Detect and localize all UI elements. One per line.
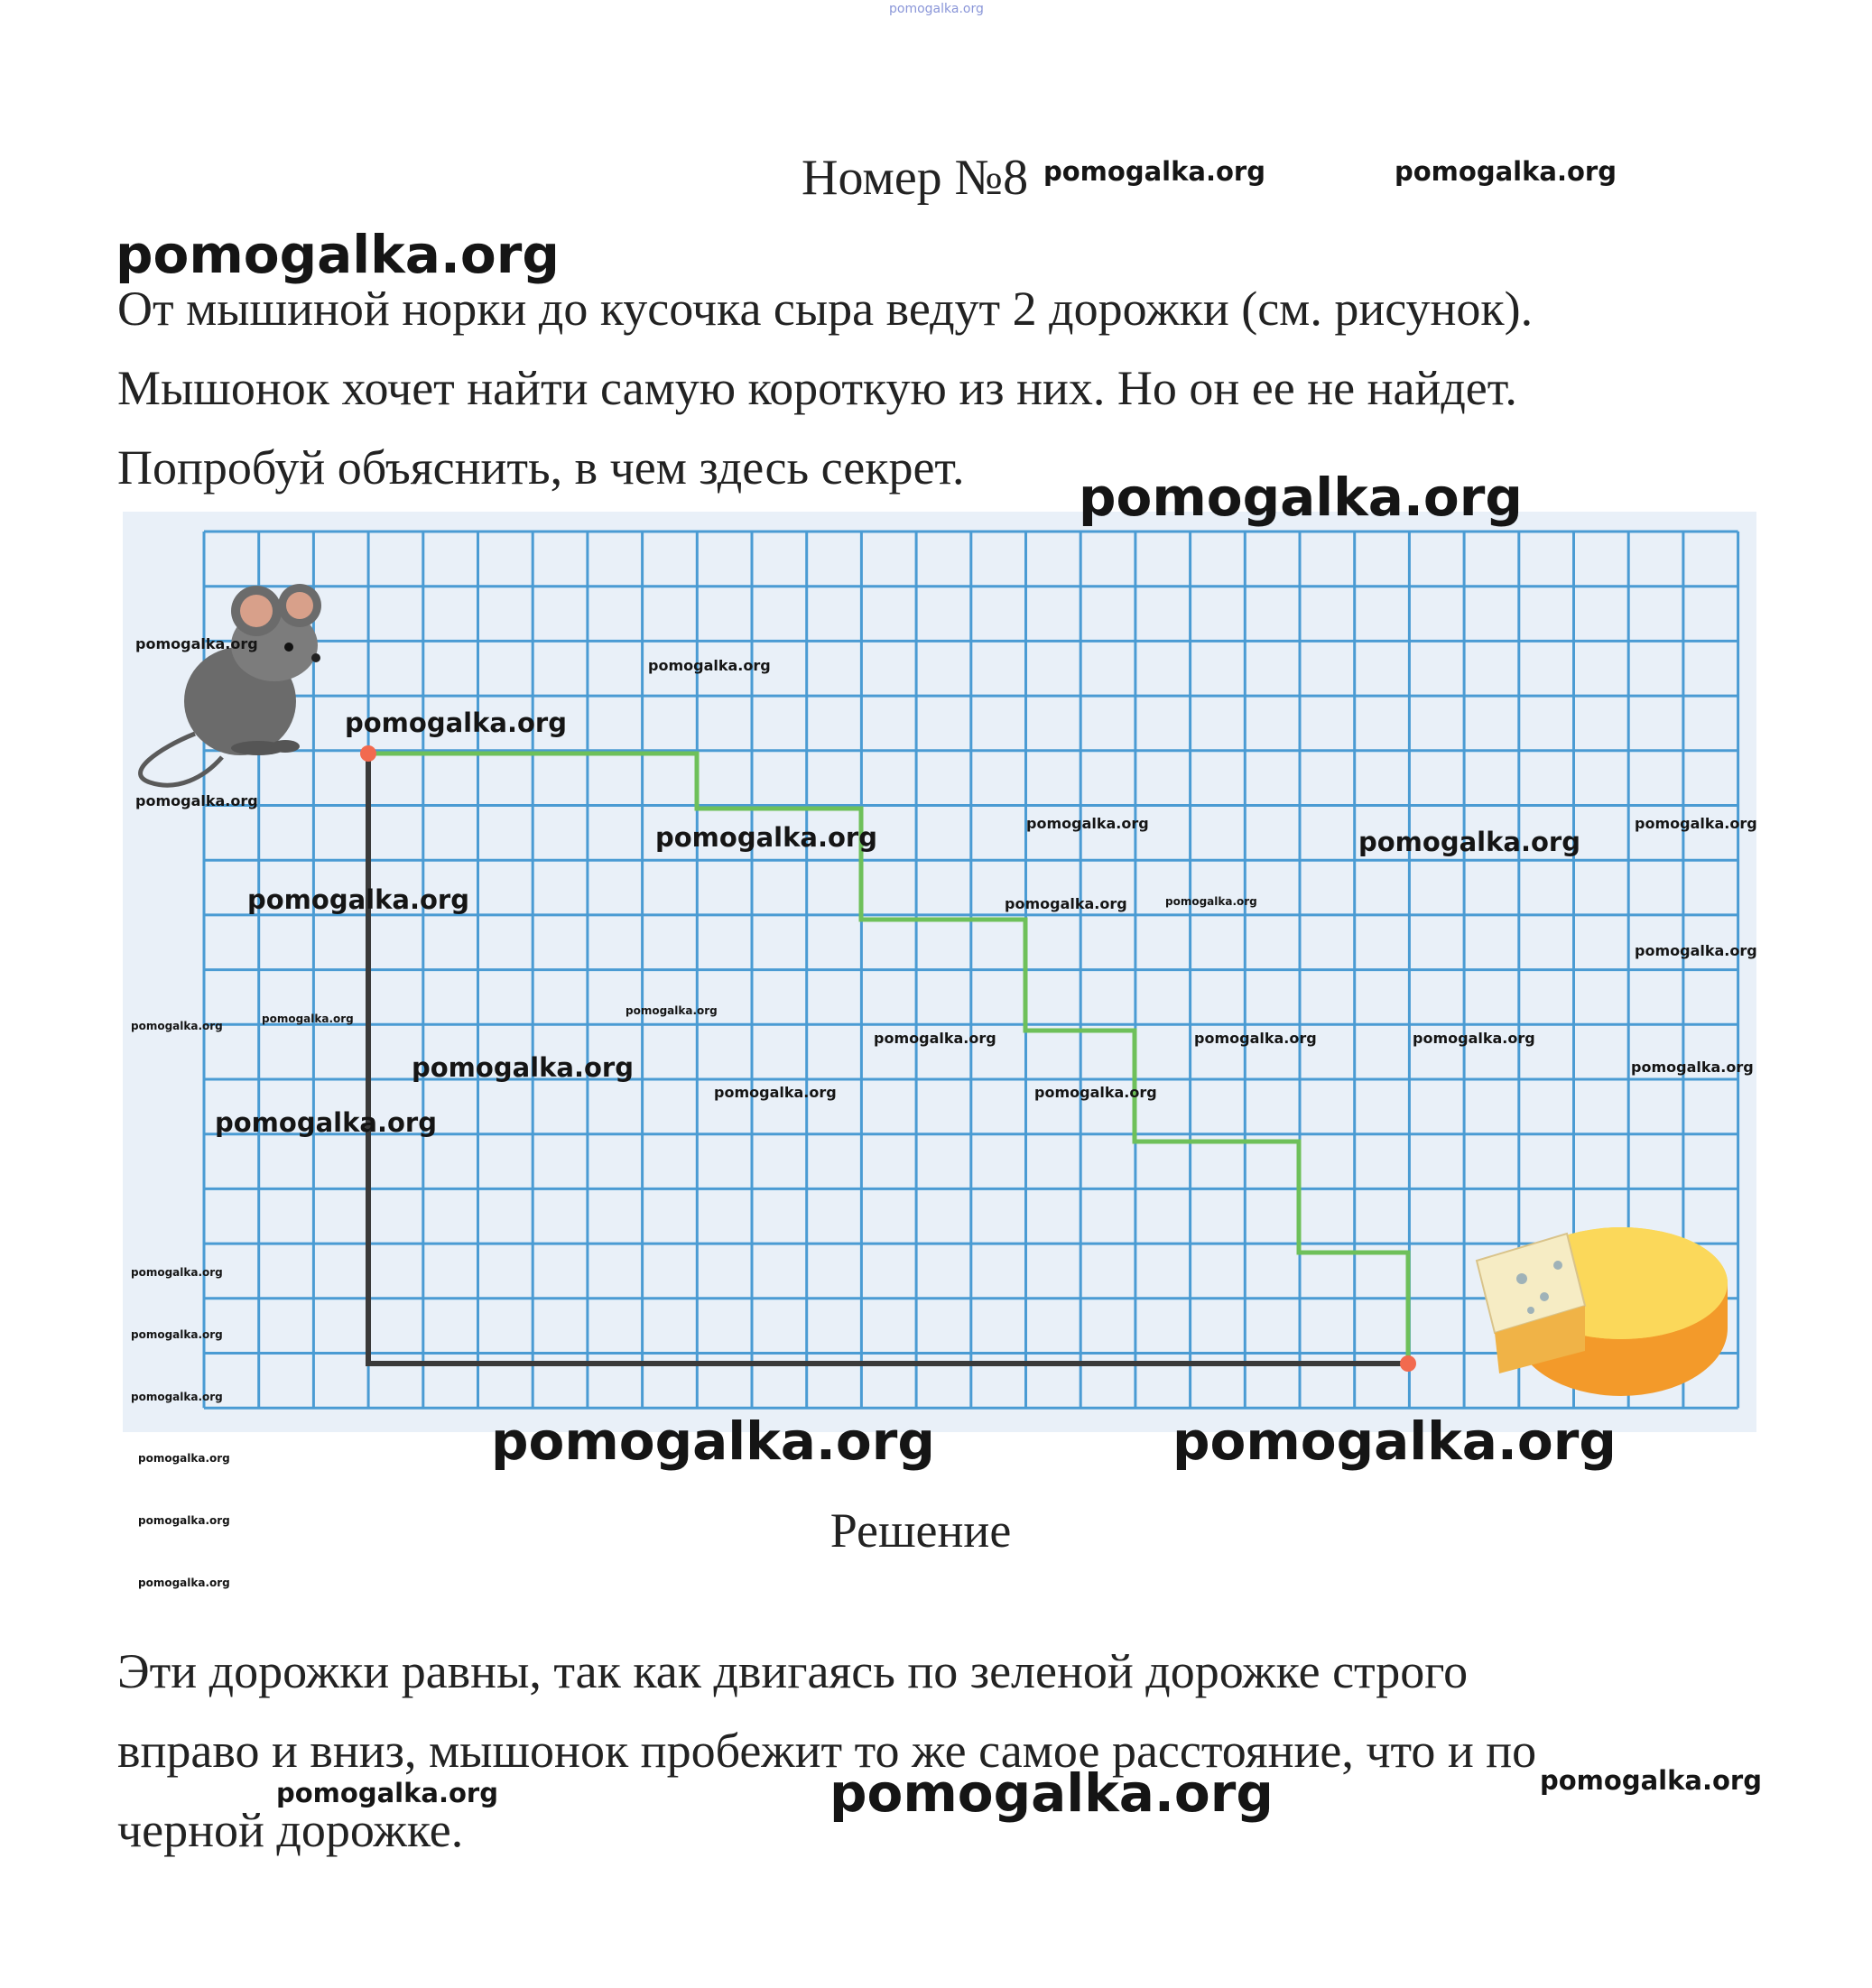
watermark: pomogalka.org	[491, 1410, 935, 1472]
watermark: pomogalka.org	[626, 1004, 718, 1017]
solution-line: черной дорожке.	[117, 1803, 464, 1857]
watermark: pomogalka.org	[1395, 156, 1617, 187]
watermark: pomogalka.org	[262, 1012, 354, 1025]
grid-illustration	[123, 512, 1756, 1432]
watermark: pomogalka.org	[215, 1107, 437, 1138]
problem-line: Попробуй объяснить, в чем здесь секрет.	[117, 440, 965, 495]
watermark: pomogalka.org	[874, 1030, 996, 1047]
end-dot	[1400, 1355, 1416, 1372]
watermark: pomogalka.org	[412, 1052, 634, 1083]
watermark: pomogalka.org	[135, 792, 258, 809]
watermark: pomogalka.org	[131, 1328, 223, 1341]
watermark: pomogalka.org	[1172, 1410, 1617, 1472]
watermark: pomogalka.org	[1005, 895, 1127, 912]
solution-text	[117, 1632, 1796, 1870]
watermark: pomogalka.org	[138, 1452, 230, 1465]
watermark: pomogalka.org	[1034, 1084, 1157, 1101]
watermark: pomogalka.org	[1540, 1765, 1762, 1796]
solution-heading: Решение	[829, 1503, 1012, 1558]
watermark: pomogalka.org	[135, 635, 258, 652]
watermark: pomogalka.org	[131, 1266, 223, 1279]
start-dot	[360, 745, 376, 762]
watermark: pomogalka.org	[1635, 942, 1757, 959]
watermark: pomogalka.org	[1358, 827, 1580, 857]
watermark: pomogalka.org	[1635, 815, 1757, 832]
watermark: pomogalka.org	[1079, 467, 1523, 528]
path-figure	[123, 512, 1756, 1432]
watermark: pomogalka.org	[138, 1514, 230, 1527]
watermark: pomogalka.org	[1194, 1030, 1317, 1047]
problem-line: От мышиной норки до кусочка сыра ведут 2 дорожки (см. рисунок).	[117, 282, 1534, 336]
watermark: pomogalka.org	[1413, 1030, 1535, 1047]
watermark: pomogalka.org	[276, 1778, 498, 1808]
watermark: pomogalka.org	[829, 1762, 1274, 1824]
watermark: pomogalka.org	[714, 1084, 837, 1101]
solution-line: вправо и вниз, мышонок пробежит то же самое расстояние, что и по	[117, 1724, 1537, 1778]
problem-text	[117, 269, 1796, 507]
watermark: pomogalka.org	[247, 884, 469, 915]
page-title: Номер №8	[802, 150, 1029, 206]
watermark: pomogalka.org	[345, 707, 567, 738]
solution-line: Эти дорожки равны, так как двигаясь по зеленой дорожке строго	[117, 1644, 1469, 1698]
problem-line: Мышонок хочет найти самую короткую из них. Но он ее не найдет.	[117, 361, 1517, 415]
watermark: pomogalka.org	[1165, 895, 1257, 908]
watermark: pomogalka.org	[655, 822, 877, 853]
watermark: pomogalka.org	[1026, 815, 1149, 832]
watermark: pomogalka.org	[1631, 1059, 1754, 1076]
watermark: pomogalka.org	[131, 1020, 223, 1032]
watermark: pomogalka.org	[648, 657, 771, 674]
watermark: pomogalka.org	[1043, 156, 1265, 187]
watermark: pomogalka.org	[131, 1391, 223, 1403]
watermark: pomogalka.org	[138, 1577, 230, 1589]
top-watermark: pomogalka.org	[889, 2, 984, 16]
watermark: pomogalka.org	[116, 224, 560, 285]
